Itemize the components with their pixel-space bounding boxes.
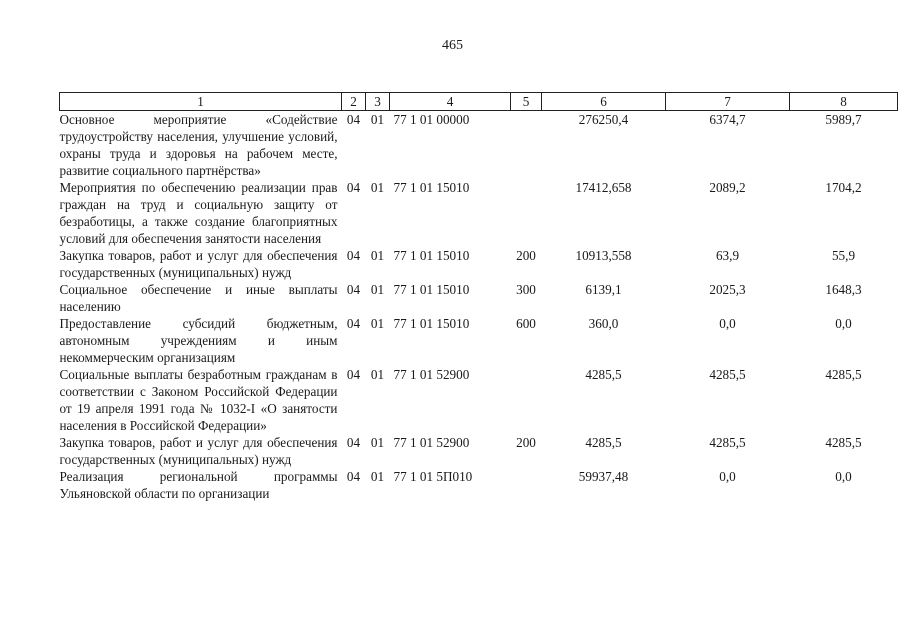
column-header-7: 7 (666, 93, 790, 111)
row-amount-col6: 360,0 (588, 316, 619, 331)
row-subsection-code: 01 (370, 282, 385, 297)
column-header-8: 8 (790, 93, 898, 111)
row-amount-col8: 5989,7 (825, 112, 862, 127)
row-section-code: 04 (346, 435, 361, 450)
row-description: Предоставление субсидий бюджетным, автономным учреждениям и иным некоммерческим организациям (59, 316, 338, 365)
row-amount-col8: 0,0 (835, 469, 852, 484)
row-section-code: 04 (346, 469, 361, 484)
row-section-code: 04 (346, 367, 361, 382)
row-expense-type: 200 (516, 248, 536, 263)
table-row (60, 111, 898, 180)
row-section-code: 04 (346, 112, 361, 127)
row-subsection-code: 01 (370, 180, 385, 195)
row-expense-type: 200 (516, 435, 536, 450)
row-amount-col7: 4285,5 (709, 435, 746, 450)
row-section-code: 04 (346, 180, 361, 195)
column-header-3: 3 (366, 93, 390, 111)
column-header-4: 4 (390, 93, 511, 111)
row-amount-col6: 10913,558 (575, 248, 632, 263)
table-row (60, 247, 898, 281)
budget-table (59, 92, 898, 502)
column-header-1: 1 (60, 93, 342, 111)
row-amount-col7: 2025,3 (709, 282, 746, 297)
row-amount-col8: 1648,3 (825, 282, 862, 297)
row-amount-col6: 59937,48 (578, 469, 629, 484)
row-subsection-code: 01 (370, 435, 385, 450)
row-amount-col6: 4285,5 (585, 435, 622, 450)
row-target-article: 77 1 01 5П010 (393, 469, 473, 484)
row-amount-col7: 0,0 (719, 469, 736, 484)
row-description: Основное мероприятие «Содействие трудоустройству населения, улучшение условий, охраны труда и здоровья на рабочем месте, развитие социального партнёрства» (59, 112, 338, 178)
row-description: Реализация региональной программы Ульяновской области по организации (59, 469, 338, 501)
column-header-5: 5 (511, 93, 542, 111)
row-amount-col8: 4285,5 (825, 435, 862, 450)
row-target-article: 77 1 01 52900 (393, 435, 470, 450)
row-amount-col6: 4285,5 (585, 367, 622, 382)
row-description: Социальное обеспечение и иные выплаты населению (59, 282, 338, 314)
table-row (60, 281, 898, 315)
row-target-article: 77 1 01 15010 (393, 316, 470, 331)
row-amount-col7: 63,9 (715, 248, 740, 263)
row-expense-type: 600 (516, 316, 536, 331)
row-description: Мероприятия по обеспечению реализации прав граждан на труд и социальную защиту от безработицы, а также создание благоприятных условий для обеспечения занятости населения (59, 180, 338, 246)
row-expense-type: 300 (516, 282, 536, 297)
table-row (60, 434, 898, 468)
row-target-article: 77 1 01 15010 (393, 180, 470, 195)
row-section-code: 04 (346, 248, 361, 263)
row-expense-type (511, 366, 542, 434)
row-amount-col7: 6374,7 (709, 112, 746, 127)
row-description: Закупка товаров, работ и услуг для обеспечения государственных (муниципальных) нужд (59, 435, 338, 467)
row-subsection-code: 01 (370, 367, 385, 382)
row-subsection-code: 01 (370, 248, 385, 263)
row-expense-type (511, 179, 542, 247)
row-target-article: 77 1 01 15010 (393, 282, 470, 297)
table-row (60, 179, 898, 247)
table-row (60, 366, 898, 434)
row-target-article: 77 1 01 52900 (393, 367, 470, 382)
table-row (60, 468, 898, 502)
row-amount-col6: 276250,4 (578, 112, 629, 127)
row-section-code: 04 (346, 282, 361, 297)
row-target-article: 77 1 01 15010 (393, 248, 470, 263)
row-subsection-code: 01 (370, 469, 385, 484)
row-amount-col6: 17412,658 (575, 180, 632, 195)
row-amount-col8: 55,9 (831, 248, 856, 263)
column-header-2: 2 (342, 93, 366, 111)
row-amount-col7: 0,0 (719, 316, 736, 331)
table-row (60, 315, 898, 366)
row-expense-type (511, 111, 542, 180)
row-amount-col8: 0,0 (835, 316, 852, 331)
page-number: 465 (442, 38, 463, 53)
header-row (60, 93, 898, 111)
row-description: Закупка товаров, работ и услуг для обеспечения государственных (муниципальных) нужд (59, 248, 338, 280)
row-subsection-code: 01 (370, 316, 385, 331)
row-amount-col7: 4285,5 (709, 367, 746, 382)
row-amount-col8: 1704,2 (825, 180, 862, 195)
row-section-code: 04 (346, 316, 361, 331)
column-header-6: 6 (542, 93, 666, 111)
row-description: Социальные выплаты безработным гражданам в соответствии с Законом Российской Федерации от 19 апреля 1991 года № 1032-I «О занятости населения в Российской Федерации» (59, 367, 338, 433)
row-expense-type (511, 468, 542, 502)
row-amount-col7: 2089,2 (709, 180, 746, 195)
row-amount-col8: 4285,5 (825, 367, 862, 382)
row-amount-col6: 6139,1 (585, 282, 622, 297)
row-target-article: 77 1 01 00000 (393, 112, 470, 127)
row-subsection-code: 01 (370, 112, 385, 127)
